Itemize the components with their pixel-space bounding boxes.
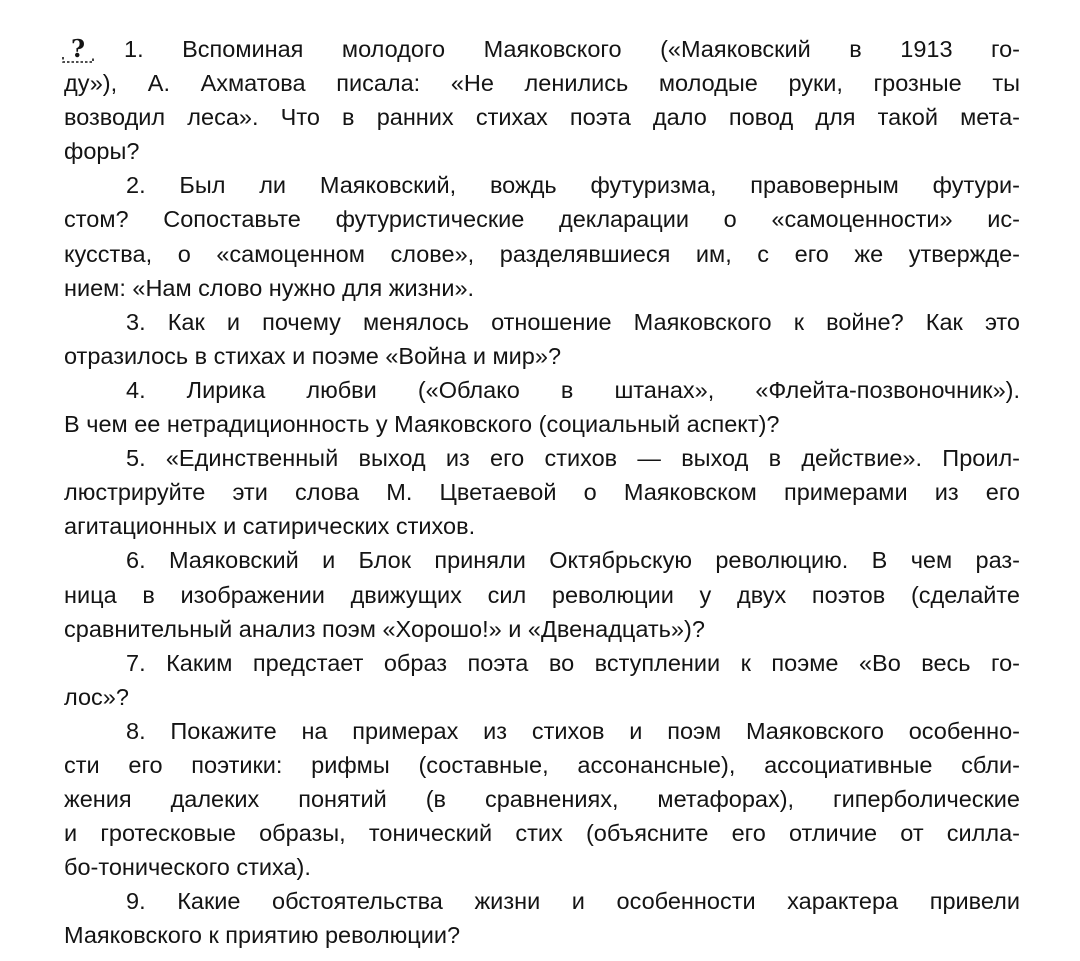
question-6 [64,543,1020,645]
question-4 [64,373,1020,441]
question-line: сравнительный анализ поэм «Хорошо!» и «Двенадцать»)? [64,615,705,642]
question-3 [64,305,1020,373]
question-9 [64,884,1020,952]
question-line: стом? Сопоставьте футуристические декларации о «самоценности» ис- [64,206,1020,233]
question-line: жения далеких понятий (в сравнениях, метафорах), гиперболические [64,786,1020,813]
question-line: ? 1. Вспоминая молодого Маяковского («Маяковский в 1913 го- [64,32,1020,66]
question-line: отразилось в стихах и поэме «Война и мир»? [64,342,562,369]
question-line: 8. Покажите на примерах из стихов и поэм Маяковского особенно- [126,717,1020,744]
question-line: 2. Был ли Маяковский, вождь футуризма, правоверным футури- [126,172,1020,199]
question-line: ница в изображении движущих сил революции у двух поэтов (сделайте [64,581,1020,608]
question-line: 9. Какие обстоятельства жизни и особенности характера привели [126,888,1020,915]
question-line: лос»? [64,683,129,710]
question-line: ду»), А. Ахматова писала: «Не ленились молодые руки, грозные ты [64,70,1020,97]
question-line: В чем ее нетрадиционность у Маяковского (социальный аспект)? [64,411,780,438]
question-line: 3. Как и почему менялось отношение Маяковского к войне? Как это [126,308,1020,335]
question-line: люстрируйте эти слова М. Цветаевой о Маяковском примерами из его [64,479,1020,506]
svg-text:?: ? [70,35,86,63]
question-line: 7. Каким предстает образ поэта во вступлении к поэме «Во весь го- [126,649,1020,676]
question-1 [64,32,1020,168]
question-line: Маяковского к приятию революции? [64,922,461,949]
question-mark-icon [61,35,95,65]
question-line: кусства, о «самоценном слове», разделявшиеся им, с его же утвержде- [64,240,1020,267]
question-8 [64,714,1020,884]
question-line: 5. «Единственный выход из его стихов — выход в действие». Проил- [126,445,1020,472]
question-line: сти его поэтики: рифмы (составные, ассонансные), ассоциативные сбли- [64,751,1020,778]
question-line: нием: «Нам слово нужно для жизни». [64,274,475,301]
question-7 [64,646,1020,714]
question-line: 4. Лирика любви («Облако в штанах», «Флейта-позвоночник»). [126,376,1020,403]
question-line: 6. Маяковский и Блок приняли Октябрьскую революцию. В чем раз- [126,547,1020,574]
question-2 [64,168,1020,304]
question-line: форы? [64,138,140,165]
question-line: агитационных и сатирических стихов. [64,513,476,540]
questions-page [64,32,1020,953]
question-line: возводил леса». Что в ранних стихах поэта дало повод для такой мета- [64,104,1020,131]
question-5 [64,441,1020,543]
question-line: бо-тонического стиха). [64,854,311,881]
question-line: и гротесковые образы, тонический стих (объясните его отличие от силла- [64,820,1020,847]
